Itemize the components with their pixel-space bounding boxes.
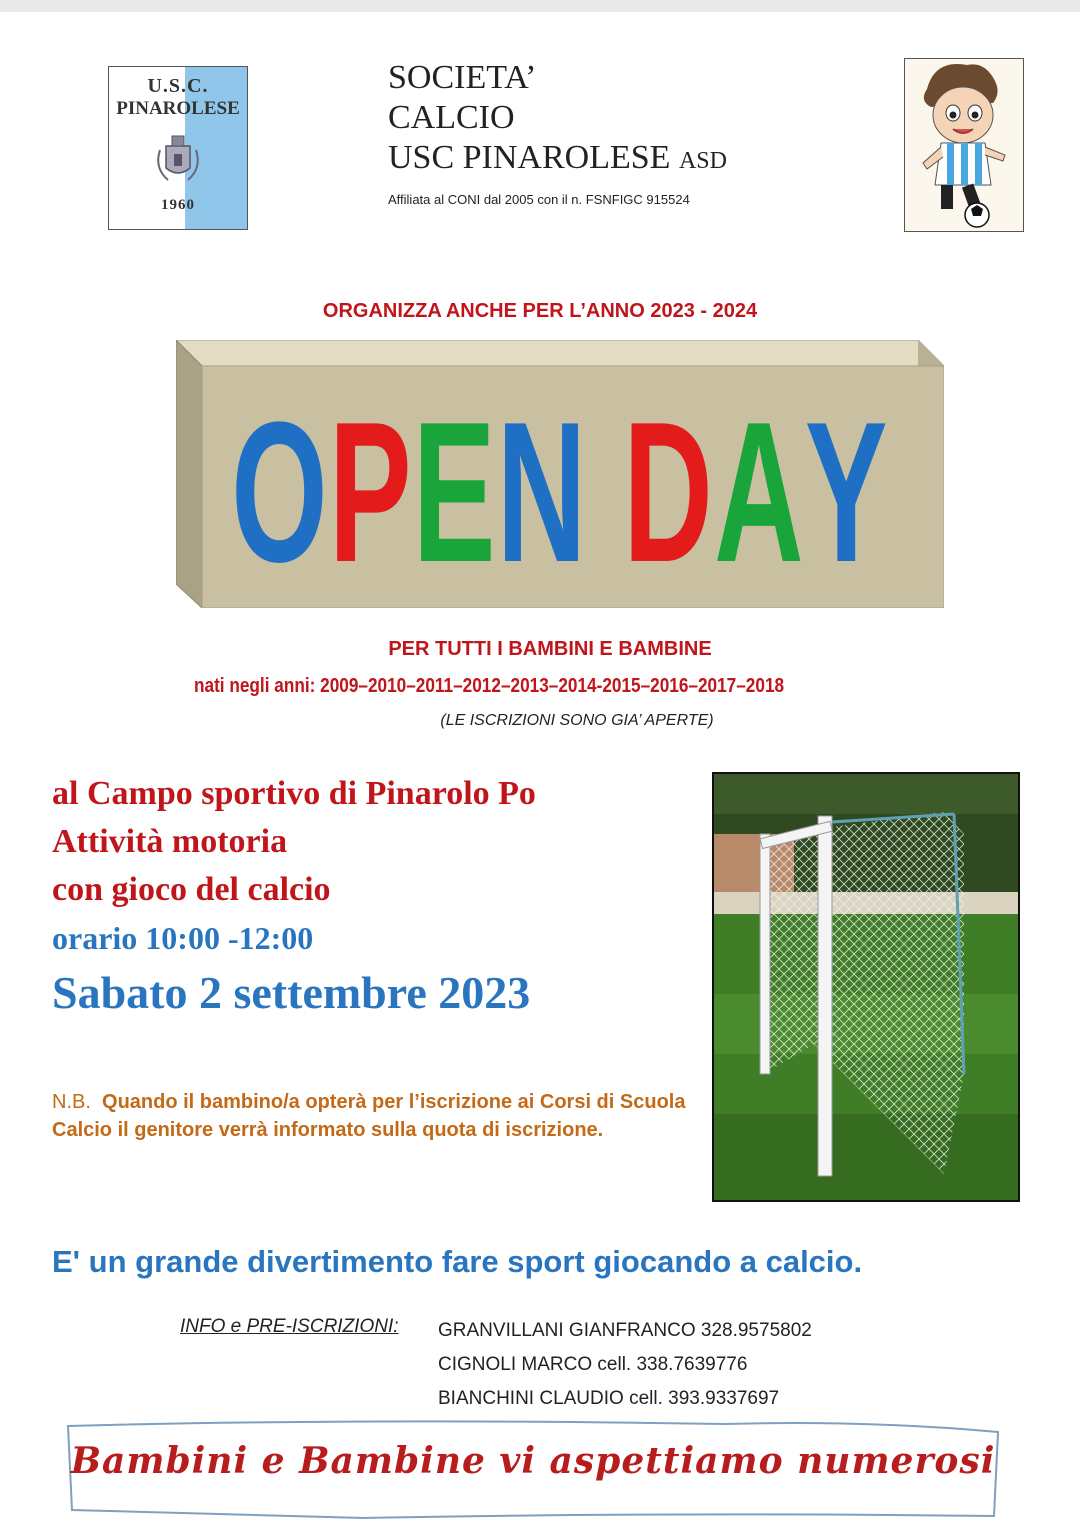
nb-text: Quando il bambino/a opterà per l’iscrizione ai Corsi di Scuola Calcio il genitore verrà informato sulla quota di iscrizione. (52, 1091, 686, 1141)
open-day-letter: D (623, 381, 715, 604)
open-day-letter (588, 393, 624, 593)
open-day-letter: Y (804, 381, 889, 604)
info-label: INFO e PRE-ISCRIZIONI: (180, 1316, 399, 1337)
event-date: Sabato 2 settembre 2023 (52, 967, 531, 1018)
logo-line1: U.S.C. (147, 75, 209, 97)
club-logo (108, 66, 248, 230)
nb-prefix: N.B. (52, 1091, 103, 1113)
banner-text: Bambini e Bambine vi aspettiamo numerosi (70, 1440, 996, 1482)
slogan-text: E' un grande divertimento fare sport giocando a calcio. (52, 1244, 863, 1279)
contacts-list (438, 1314, 812, 1416)
campo-line1: al Campo sportivo di Pinarolo Po (52, 775, 536, 812)
open-day-letter: O (231, 381, 329, 604)
open-day-block (176, 340, 944, 608)
logo-year: 1960 (161, 197, 195, 213)
header-line2: CALCIO (388, 99, 515, 136)
crest-icon (150, 128, 206, 188)
nb-note (52, 1088, 692, 1144)
birth-years-text: nati negli anni: 2009–2010–2011–2012–2013–2014-2015–2016–2017–2018 (194, 675, 785, 697)
open-day-title (231, 381, 889, 604)
open-day-letter: A (714, 381, 805, 604)
contact-granvillani: GRANVILLANI GIANFRANCO 328.9575802 (438, 1320, 812, 1341)
logo-line2: PINAROLESE (116, 98, 240, 119)
kid-footballer-illustration (904, 58, 1024, 232)
campo-line3: con gioco del calcio (52, 871, 331, 908)
contact-bianchini: BIANCHINI CLAUDIO cell. 393.9337697 (438, 1388, 780, 1409)
per-tutti-text: PER TUTTI I BAMBINI E BAMBINE (388, 638, 712, 660)
affiliation-text: Affiliata al CONI dal 2005 con il n. FSNFIGC 915524 (388, 192, 690, 207)
top-bar (0, 0, 1080, 12)
closing-banner (64, 1420, 1002, 1520)
open-day-letter: N (496, 381, 588, 604)
iscrizioni-note: (LE ISCRIZIONI SONO GIA’ APERTE) (440, 712, 714, 729)
event-location (52, 770, 536, 914)
club-header (388, 58, 727, 181)
organizza-heading: ORGANIZZA ANCHE PER L’ANNO 2023 - 2024 (322, 300, 758, 322)
open-day-letter: E (412, 381, 497, 604)
header-asd: ASD (678, 148, 727, 174)
header-line3: USC PINAROLESE (388, 139, 671, 176)
football-goal-photo (712, 772, 1020, 1202)
open-day-letter: P (328, 381, 413, 604)
event-time: orario 10:00 -12:00 (52, 920, 314, 956)
header-line1: SOCIETA’ (388, 59, 537, 96)
campo-line2: Attività motoria (52, 823, 288, 860)
contact-cignoli: CIGNOLI MARCO cell. 338.7639776 (438, 1354, 748, 1375)
